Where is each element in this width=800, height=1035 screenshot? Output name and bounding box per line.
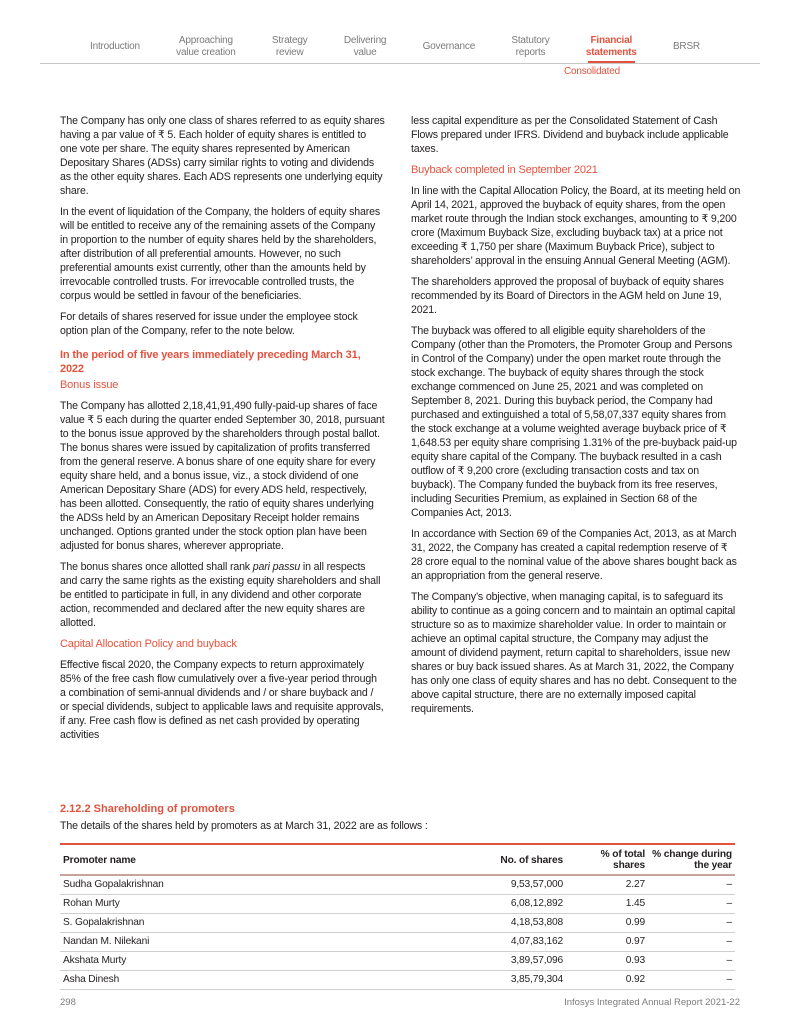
text: The bonus shares once allotted shall rank bbox=[60, 561, 253, 573]
cell-pct: 0.92 bbox=[566, 970, 648, 989]
paragraph-shareholders-approved: The shareholders approved the proposal of buyback of equity shares recommended by its Board of Directors in the AGM held on June 19, 2021. bbox=[411, 276, 724, 316]
cell-name: Akshata Murty bbox=[60, 951, 196, 970]
table-row bbox=[60, 951, 735, 970]
promoters-table bbox=[60, 843, 735, 990]
paragraph-capital-allocation: Effective fiscal 2020, the Company expects to return approximately 85% of the free cash flow cumulatively over a five-year period through a combination of semi-annual dividends and / or share buyback and / or special dividends, subject to applicable laws and requisite approvals, if any. Free cash flow is defined as net cash provided by operating activities bbox=[60, 659, 384, 741]
column-header-name: Promoter name bbox=[60, 844, 196, 875]
cell-shares: 4,07,83,162 bbox=[196, 932, 566, 951]
table-row bbox=[60, 894, 735, 913]
cell-pct: 2.27 bbox=[566, 875, 648, 894]
cell-name: Rohan Murty bbox=[60, 894, 196, 913]
cell-pct: 0.93 bbox=[566, 951, 648, 970]
report-title: Infosys Integrated Annual Report 2021-22 bbox=[564, 997, 740, 1008]
nav-items bbox=[90, 35, 700, 59]
cell-name: Sudha Gopalakrishnan bbox=[60, 875, 196, 894]
paragraph-redemption-reserve: In accordance with Section 69 of the Companies Act, 2013, as at March 31, 2022, the Company has created a capital redemption reserve of ₹ 28 crore equal to the nominal value of the above shares bought back as an appropriation from the general reserve. bbox=[411, 528, 737, 582]
table-row bbox=[60, 875, 735, 894]
text: in all respects and carry the same rights as the existing equity shareholders and shall be entitled to participate in full, in any dividend and other corporate action, recommended and declared after the new equity shares are allotted. bbox=[60, 561, 381, 629]
nav-statutory-reports[interactable] bbox=[511, 35, 549, 59]
section-title-promoters: 2.12.2 Shareholding of promoters bbox=[60, 803, 235, 815]
nav-label: Delivering bbox=[343, 35, 387, 46]
page-number: 298 bbox=[60, 997, 76, 1008]
nav-divider bbox=[40, 63, 760, 64]
cell-shares: 6,08,12,892 bbox=[196, 894, 566, 913]
paragraph-share-class: The Company has only one class of shares referred to as equity shares having a par value of ₹ 5. Each holder of equity shares is entitled to one vote per share. The equity shares represented by American Depositary Shares (ADSs) carry similar rights to voting and dividends as the other equity shares. Each ADS represents one underlying equity share. bbox=[60, 115, 385, 197]
paragraph-pari-passu bbox=[60, 560, 385, 630]
cell-name: S. Gopalakrishnan bbox=[60, 913, 196, 932]
cell-change: – bbox=[648, 970, 735, 989]
paragraph-stock-option-ref: For details of shares reserved for issue under the employee stock option plan of the Company, refer to the note below. bbox=[60, 311, 358, 337]
nav-label: Statutory bbox=[511, 35, 550, 46]
nav-governance[interactable] bbox=[423, 41, 475, 53]
cell-change: – bbox=[648, 875, 735, 894]
paragraph-free-cash-flow: less capital expenditure as per the Consolidated Statement of Cash Flows prepared under IFRS. Dividend and buyback include applicable taxes. bbox=[411, 115, 729, 155]
nav-label: Introduction bbox=[90, 41, 140, 52]
nav-approaching-value-creation[interactable] bbox=[176, 35, 235, 59]
nav-label: reports bbox=[515, 47, 546, 58]
nav-label: Approaching bbox=[178, 35, 233, 46]
cell-pct: 0.99 bbox=[566, 913, 648, 932]
left-column bbox=[60, 114, 385, 749]
column-header-shares: No. of shares bbox=[196, 844, 566, 875]
section-navigation bbox=[0, 0, 800, 82]
paragraph-buyback-approval: In line with the Capital Allocation Policy, the Board, at its meeting held on April 14, 2021, approved the buyback of equity shares, from the open market route through the Indian stock exchanges, amounting to ₹ 9,200 crore (Maximum Buyback Size, excluding buyback tax) at a price not exceeding ₹ 1,750 per share (Maximum Buyback Price), subject to shareholders’ approval in the ensuing Annual General Meeting (AGM). bbox=[411, 185, 741, 267]
column-header-pct-total: % of total shares bbox=[566, 844, 648, 875]
cell-shares: 4,18,53,808 bbox=[196, 913, 566, 932]
paragraph-buyback-details: The buyback was offered to all eligible equity shareholders of the Company (other than the Promoters, the Promoter Group and Persons in Control of the Company) under the open market route through the stock exchange. The buyback of equity shares through the stock exchange commenced on June 25, 2021 and was completed on September 8, 2021. During this buyback period, the Company had purchased and extinguished a total of 5,58,07,337 equity shares from the stock exchange at a volume weighted average buyback price of ₹ 1,648.53 per equity share comprising 1.31% of the pre-buyback paid-up equity share capital of the Company. The buyback resulted in a cash outflow of ₹ 9,200 crore (excluding transaction costs and tax on buyback). The Company funded the buyback from its free reserves, including Securities Premium, as explained in Section 68 of the Companies Act, 2013. bbox=[411, 325, 737, 519]
nav-label: BRSR bbox=[672, 41, 700, 52]
italic-text: pari passu bbox=[252, 561, 301, 573]
cell-name: Nandan M. Nilekani bbox=[60, 932, 196, 951]
cell-shares: 9,53,57,000 bbox=[196, 875, 566, 894]
column-header-pct-change: % change during the year bbox=[648, 844, 735, 875]
nav-financial-statements[interactable] bbox=[586, 35, 637, 59]
right-column bbox=[411, 114, 741, 723]
cell-shares: 3,85,79,304 bbox=[196, 970, 566, 989]
nav-label: review bbox=[275, 47, 304, 58]
cell-change: – bbox=[648, 951, 735, 970]
cell-pct: 1.45 bbox=[566, 894, 648, 913]
cell-change: – bbox=[648, 932, 735, 951]
paragraph-bonus-issue: The Company has allotted 2,18,41,91,490 fully-paid-up shares of face value ₹ 5 each during the quarter ended September 30, 2018, pursuant to the bonus issue approved by the shareholders through postal ballot. The bonus shares were issued by capitalization of profits transferred from the general reserve. A bonus share of one equity share for every equity share held, and a bonus issue, viz., a stock dividend of one American Depositary Share (ADS) for every ADS held, respectively, has been allotted. Consequently, the ratio of equity shares underlying the ADSs held by an American Depositary Receipt holder remains unchanged. Options granted under the stock option plan have been adjusted for bonus shares, wherever appropriate. bbox=[60, 400, 385, 552]
nav-brsr[interactable] bbox=[673, 41, 700, 53]
table-row bbox=[60, 970, 735, 989]
cell-change: – bbox=[648, 894, 735, 913]
heading-capital-allocation: Capital Allocation Policy and buyback bbox=[60, 638, 237, 650]
table-row bbox=[60, 932, 735, 951]
table-header-row bbox=[60, 844, 735, 875]
nav-sub-consolidated[interactable]: Consolidated bbox=[564, 66, 620, 77]
table-row bbox=[60, 913, 735, 932]
section-description: The details of the shares held by promoters as at March 31, 2022 are as follows : bbox=[60, 820, 428, 832]
paragraph-liquidation: In the event of liquidation of the Company, the holders of equity shares will be entitled to receive any of the remaining assets of the Company in proportion to the number of equity shares held by the shareholders, after distribution of all preferential amounts. However, no such preferential amounts exist currently, other than the amounts held by irrevocable controlled trusts. For irrevocable controlled trusts, the corpus would be settled in favour of the beneficiaries. bbox=[60, 206, 380, 302]
cell-change: – bbox=[648, 913, 735, 932]
nav-label: Financial bbox=[590, 35, 633, 46]
paragraph-capital-objective: The Company’s objective, when managing capital, is to safeguard its ability to continue as a going concern and to maintain an optimal capital structure so as to maximize shareholder value. In order to maintain or achieve an optimal capital structure, the Company may adjust the amount of dividend payment, return capital to shareholders, issue new shares or buy back issued shares. As at March 31, 2022, the Company has only one class of equity shares and has no debt. Consequent to the above capital structure, there are no externally imposed capital requirements. bbox=[411, 591, 737, 715]
nav-delivering-value[interactable] bbox=[344, 35, 386, 59]
cell-name: Asha Dinesh bbox=[60, 970, 196, 989]
nav-strategy-review[interactable] bbox=[272, 35, 308, 59]
nav-label: Governance bbox=[422, 41, 476, 52]
nav-label: statements bbox=[585, 47, 637, 58]
heading-buyback-completed: Buyback completed in September 2021 bbox=[411, 164, 598, 176]
cell-pct: 0.97 bbox=[566, 932, 648, 951]
cell-shares: 3,89,57,096 bbox=[196, 951, 566, 970]
heading-five-year-period: In the period of five years immediately preceding March 31, 2022 bbox=[60, 349, 361, 375]
nav-introduction[interactable] bbox=[90, 41, 140, 53]
heading-bonus-issue: Bonus issue bbox=[60, 379, 119, 391]
nav-label: Strategy bbox=[271, 35, 308, 46]
nav-label: value creation bbox=[176, 47, 236, 58]
nav-label: value bbox=[353, 47, 377, 58]
